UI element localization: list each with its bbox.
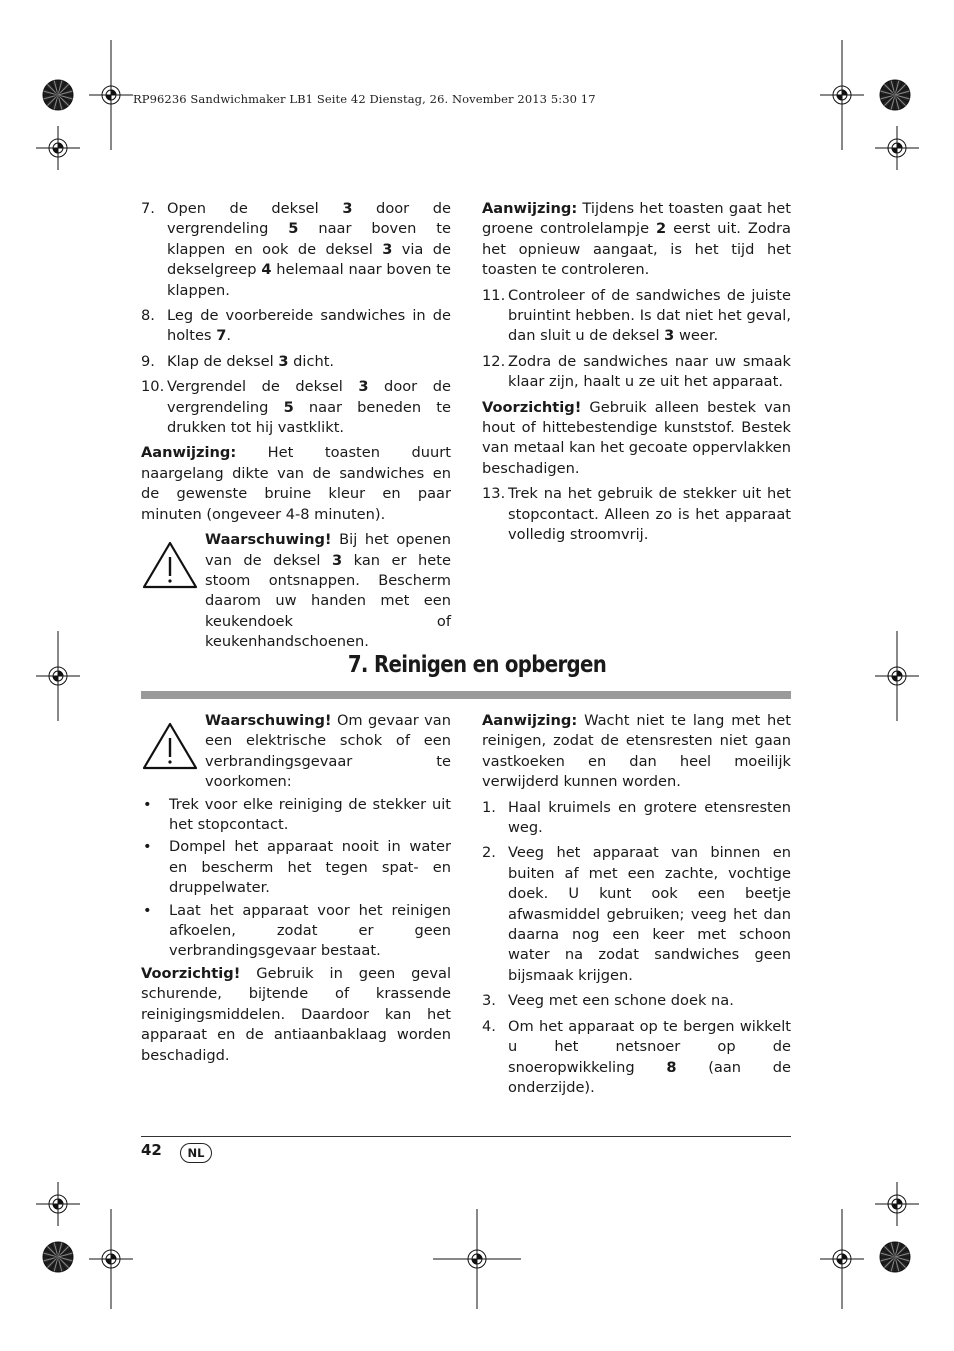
list-item: 4. Om het apparaat op te bergen wikkelt u het netsnoer op de snoeropwikkeling 8 (aan de onderzijde).	[482, 1017, 791, 1096]
print-header: RP96236 Sandwichmaker LB1 Seite 42 Dienstag, 26. November 2013 5:30 17	[133, 92, 596, 106]
page-number: 42	[141, 1141, 162, 1159]
bullet-item: • Laat het apparaat voor het reinigen afkoelen, zodat er geen verbrandingsgevaar bestaat.	[143, 901, 451, 960]
column-steps-7-10	[141, 199, 451, 655]
list-item: 11. Controleer of de sandwiches de juiste bruintint hebben. Is dat niet het geval, dan sluit u de deksel 3 weer.	[482, 286, 791, 345]
column-cleaning-safety	[141, 711, 451, 1071]
warning-triangle-icon	[141, 530, 205, 652]
list-item: 3. Veeg met een schone doek na.	[482, 992, 734, 1010]
list-item: 9. Klap de deksel 3 dicht.	[141, 352, 335, 370]
note-paragraph: Aanwijzing: Wacht niet te lang met het reinigen, zodat de etensresten niet gaan vastkoeken en dan heel moeilijk verwijderd kunnen worden.	[482, 712, 791, 791]
list-item: 10. Vergrendel de deksel 3 door de vergrendeling 5 naar beneden te drukken tot hij vastklikt.	[141, 378, 451, 437]
warning-block: Waarschuwing! Bij het openen van de deksel 3 kan er hete stoom ontsnappen. Bescherm daarom uw handen met een keukendoek of keukenhandschoenen.	[141, 530, 451, 652]
bullet-item: • Dompel het apparaat nooit in water en bescherm het tegen spat- en druppelwater.	[143, 838, 451, 897]
note-paragraph: Aanwijzing: Het toasten duurt naargelang dikte van de sandwiches en de gewenste bruine kleur en paar minuten (ongeveer 4-8 minuten).	[141, 444, 451, 523]
list-item: 13. Trek na het gebruik de stekker uit het stopcontact. Alleen zo is het apparaat volledig stroomvrij.	[482, 485, 791, 544]
section-title: 7. Reinigen en opbergen	[347, 652, 607, 678]
language-badge: NL	[180, 1143, 212, 1163]
footer-rule	[141, 1136, 791, 1137]
warning-block: Waarschuwing! Om gevaar van een elektrische schok of een verbrandingsgevaar te voorkomen:	[141, 711, 451, 793]
caution-paragraph: Voorzichtig! Gebruik alleen bestek van hout of hittebestendige kunststof. Bestek van metaal kan het gecoate oppervlakken beschadigen.	[482, 398, 791, 477]
list-item: 12. Zodra de sandwiches naar uw smaak klaar zijn, haalt u ze uit het apparaat.	[482, 352, 791, 391]
bullet-item: • Trek voor elke reiniging de stekker uit het stopcontact.	[143, 795, 451, 834]
note-paragraph: Aanwijzing: Tijdens het toasten gaat het groene controlelampje 2 eerst uit. Zodra het opnieuw aangaat, is het tijd het toasten te controleren.	[482, 200, 791, 279]
warning-triangle-icon	[141, 711, 205, 793]
caution-paragraph: Voorzichtig! Gebruik in geen geval schurende, bijtende of krassende reinigingsmiddelen. Daardoor kan het apparaat en de antiaanbaklaag worden beschadigd.	[141, 964, 451, 1064]
section-divider	[141, 691, 791, 699]
list-item: 7. Open de deksel 3 door de vergrendeling 5 naar boven te klappen en ook de deksel 3 via de dekselgreep 4 helemaal naar boven te klappen.	[141, 200, 451, 299]
column-cleaning-steps	[482, 711, 791, 1103]
list-item: 2. Veeg het apparaat van binnen en buiten af met een zachte, vochtige doek. U kunt ook een beetje afwasmiddel gebruiken; veeg het dan daarna nog een keer met schoon water na zodat sandwiches geen bijsmaak krijgen.	[482, 844, 791, 984]
column-steps-11-13	[482, 199, 791, 551]
list-item: 1. Haal kruimels en grotere etensresten weg.	[482, 798, 791, 837]
list-item: 8. Leg de voorbereide sandwiches in de holtes 7.	[141, 307, 451, 345]
